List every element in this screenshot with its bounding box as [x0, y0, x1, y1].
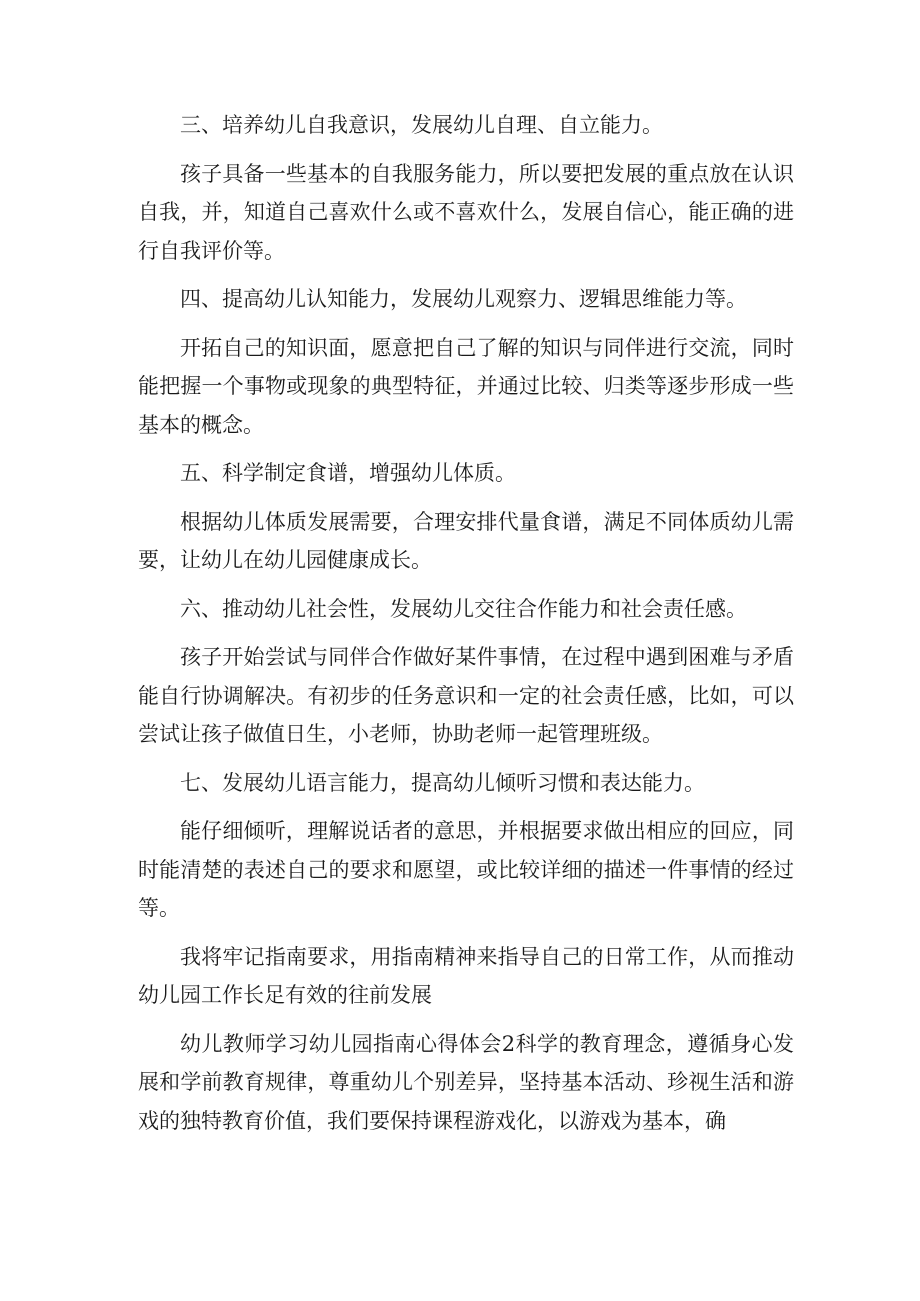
section-heading-7: 七、发展幼儿语言能力，提高幼儿倾听习惯和表达能力。	[180, 770, 705, 795]
section-heading-3: 三、培养幼儿自我意识，发展幼儿自理、自立能力。	[180, 113, 663, 137]
section-heading-5: 五、科学制定食谱，增强幼儿体质。	[180, 461, 516, 485]
body-paragraph: 根据幼儿体质发展需要，合理安排代量食谱，满足不同体质幼儿需要，让幼儿在幼儿园健康成长。	[138, 509, 794, 572]
section-heading-6: 六、推动幼儿社会性，发展幼儿交往合作能力和社会责任感。	[180, 596, 747, 621]
body-paragraph: 孩子具备一些基本的自我服务能力，所以要把发展的重点放在认识自我，并，知道自己喜欢什么或不喜欢什么，发展自信心，能正确的进行自我评价等。	[138, 161, 794, 263]
section-heading-4: 四、提高幼儿认知能力，发展幼儿观察力、逻辑思维能力等。	[180, 287, 747, 311]
body-paragraph: 开拓自己的知识面，愿意把自己了解的知识与同伴进行交流，同时能把握一个事物或现象的典型特征，并通过比较、归类等逐步形成一些基本的概念。	[138, 335, 794, 437]
body-paragraph: 能仔细倾听，理解说话者的意思，并根据要求做出相应的回应，同时能清楚的表述自己的要求和愿望，或比较详细的描述一件事情的经过等。	[138, 819, 794, 920]
body-paragraph: 幼儿教师学习幼儿园指南心得体会2科学的教育理念，遵循身心发展和学前教育规律，尊重幼儿个别差异，坚持基本活动、珍视生活和游戏的独特教育价值，我们要保持课程游戏化，以游戏为基本，确	[138, 1031, 794, 1133]
body-paragraph: 孩子开始尝试与同伴合作做好某件事情，在过程中遇到困难与矛盾能自行协调解决。有初步的任务意识和一定的社会责任感，比如，可以尝试让孩子做值日生，小老师，协助老师一起管理班级。	[138, 645, 794, 746]
closing-paragraph: 我将牢记指南要求，用指南精神来指导自己的日常工作，从而推动幼儿园工作长足有效的往前发展	[138, 944, 794, 1007]
document-body	[138, 106, 794, 1140]
